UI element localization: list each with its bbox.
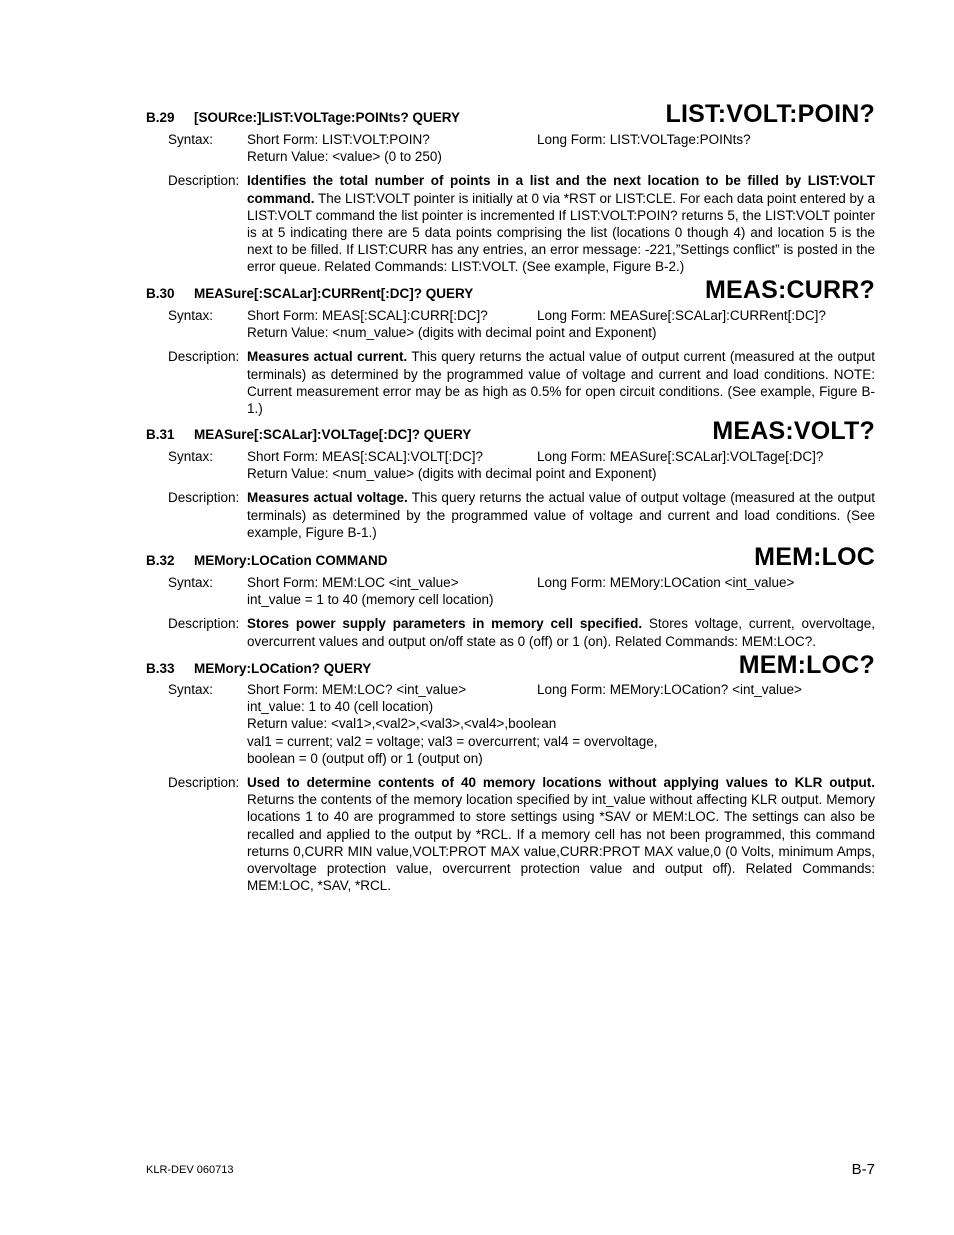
description-lead: Stores power supply parameters in memory cell specified. (247, 616, 643, 632)
syntax-block (146, 681, 875, 767)
description-block (146, 774, 875, 894)
syntax-extra-line: int_value: 1 to 40 (cell location) (247, 699, 434, 715)
description-text: Stores voltage, current, overvoltage, overcurrent values and output on/off state as 0 (off) or 1 (on). Related Commands: MEM:LOC?. (247, 616, 875, 649)
command-mnemonic: MEM:LOC (754, 543, 875, 571)
description-block (146, 348, 875, 417)
syntax-extra-line: Return Value: <num_value> (digits with decimal point and Exponent) (247, 466, 657, 482)
description-lead: Used to determine contents of 40 memory locations without applying values to KLR output. (247, 775, 875, 790)
section-heading (146, 276, 875, 304)
section-b29 (146, 101, 875, 276)
description-label: Description: (168, 349, 240, 365)
section-number: B.30 (146, 286, 175, 301)
description-lead: Measures actual current. (247, 349, 408, 365)
short-form: Short Form: MEAS[:SCAL]:CURR[:DC]? (247, 308, 488, 323)
footer-doc-id: KLR-DEV 060713 (146, 1164, 234, 1176)
description-label: Description: (168, 775, 240, 790)
section-heading (146, 100, 875, 128)
description-label: Description: (168, 173, 240, 189)
syntax-block (146, 307, 875, 341)
long-form: Long Form: LIST:VOLTage:POINts? (537, 132, 751, 147)
section-b30 (146, 277, 875, 417)
syntax-block (146, 448, 875, 482)
command-mnemonic: MEAS:CURR? (704, 276, 875, 304)
syntax-label: Syntax: (168, 132, 214, 147)
syntax-label: Syntax: (168, 449, 214, 464)
short-form: Short Form: LIST:VOLT:POIN? (247, 132, 430, 147)
description-block (146, 489, 875, 541)
syntax-extra-line: int_value = 1 to 40 (memory cell location) (247, 592, 494, 608)
section-number: B.33 (146, 661, 175, 676)
description-text: This query returns the actual value of output voltage (measured at the output terminals) as determined by the programmed value of voltage and current and load conditions. (See example, Figure B-1.) (247, 490, 876, 540)
syntax-label: Syntax: (168, 308, 214, 323)
footer-page-number: B-7 (851, 1161, 875, 1178)
syntax-extra-line: Return Value: <value> (0 to 250) (247, 149, 442, 165)
section-number: B.32 (146, 553, 175, 568)
description-block (146, 172, 875, 275)
section-number: B.29 (146, 110, 175, 125)
section-title: MEMory:LOCation? QUERY (194, 661, 372, 676)
description-label: Description: (168, 490, 240, 506)
syntax-block (146, 131, 875, 165)
syntax-extra-line: val1 = current; val2 = voltage; val3 = overcurrent; val4 = overvoltage, (247, 733, 658, 749)
short-form: Short Form: MEM:LOC? <int_value> (247, 682, 467, 697)
section-heading (146, 543, 875, 571)
description-lead: Measures actual voltage. (247, 490, 408, 506)
long-form: Long Form: MEMory:LOCation <int_value> (537, 575, 795, 590)
syntax-label: Syntax: (168, 575, 214, 590)
section-b32 (146, 544, 875, 650)
section-heading (146, 417, 875, 445)
description-text: This query returns the actual value of output current (measured at the output terminals) as determined by the programmed value of voltage and current and load conditions. NOTE: Current measurement error may be as high as 0.5% for open circuit conditions. (See example, Figure B-1.) (247, 349, 875, 416)
section-b31 (146, 418, 875, 541)
short-form: Short Form: MEAS[:SCAL]:VOLT[:DC]? (247, 449, 484, 464)
command-mnemonic: MEAS:VOLT? (712, 417, 875, 445)
syntax-extra-line: boolean = 0 (output off) or 1 (output on) (247, 750, 483, 766)
long-form: Long Form: MEASure[:SCALar]:CURRent[:DC]? (537, 308, 826, 323)
section-title: [SOURce:]LIST:VOLTage:POINts? QUERY (194, 110, 461, 125)
section-title: MEASure[:SCALar]:CURRent[:DC]? QUERY (194, 286, 474, 301)
command-mnemonic: MEM:LOC? (738, 651, 875, 679)
command-mnemonic: LIST:VOLT:POIN? (665, 100, 875, 128)
description-label: Description: (168, 616, 240, 632)
section-b33 (146, 652, 875, 894)
section-number: B.31 (146, 427, 175, 442)
long-form: Long Form: MEASure[:SCALar]:VOLTage[:DC]? (537, 449, 824, 464)
section-heading (146, 651, 875, 679)
description-block (146, 615, 875, 649)
description-text: The LIST:VOLT pointer is initially at 0 via *RST or LIST:CLE. For each data point entered by a LIST:VOLT command the list pointer is incremented If LIST:VOLT:POIN? returns 5, the LIST:VOLT pointer is at 5 indicating there are 5 data points comprising the list (locations 0 though 4) and location 5 is the next to be filled. If LIST:CURR has any entries, an error message: -221,”Settings conflict” is posted in the error queue. Related Commands: LIST:VOLT. (See example, Figure B-2.) (247, 190, 875, 275)
section-title: MEMory:LOCation COMMAND (194, 553, 388, 568)
syntax-block (146, 574, 875, 608)
description-lead: Identifies the total number of points in a list and the next location to be filled by LIST:VOLT command. (247, 173, 875, 206)
long-form: Long Form: MEMory:LOCation? <int_value> (537, 682, 802, 697)
syntax-extra-line: Return Value: <num_value> (digits with decimal point and Exponent) (247, 325, 657, 341)
section-title: MEASure[:SCALar]:VOLTage[:DC]? QUERY (194, 427, 472, 442)
short-form: Short Form: MEM:LOC <int_value> (247, 575, 459, 590)
syntax-label: Syntax: (168, 682, 214, 697)
syntax-extra-line: Return value: <val1>,<val2>,<val3>,<val4>,boolean (247, 716, 557, 732)
description-text: Returns the contents of the memory location specified by int_value without affecting KLR output. Memory locations 1 to 40 are programmed to store settings using *SAV or MEM:LOC. The settings can also be recalled and applied to the output by *RCL. If a memory cell has not been programmed, this command returns 0,CURR MIN value,VOLT:PROT MAX value,CURR:PROT MAX value,0 (0 Volts, minimum Amps, overvoltage protection value, overcurrent protection value and output off). Related Commands: MEM:LOC, *SAV, *RCL. (247, 792, 875, 894)
